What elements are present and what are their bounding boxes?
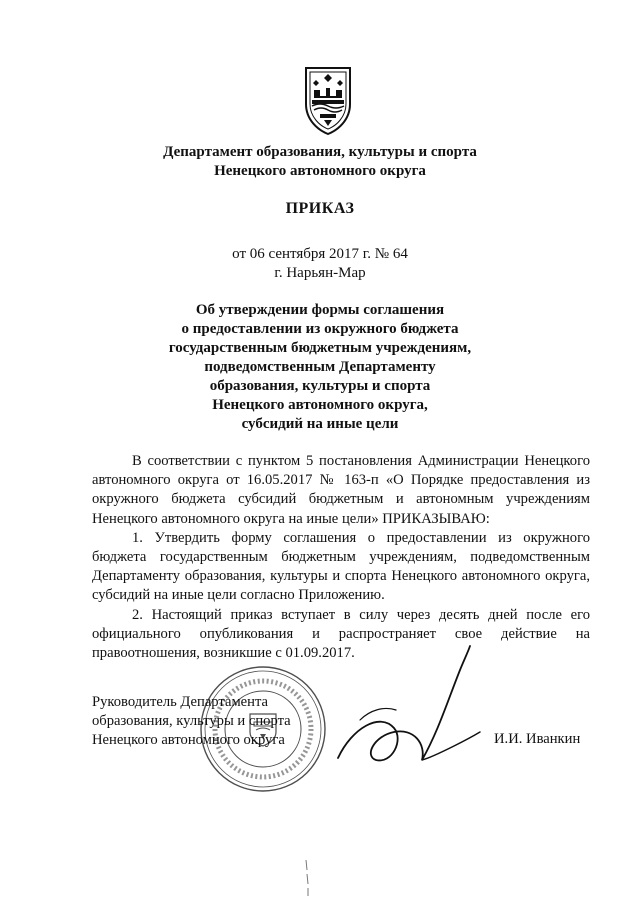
scan-margin-mark bbox=[302, 858, 314, 898]
signatory-title-line-2: образования, культуры и спорта bbox=[92, 713, 291, 730]
subject-line: о предоставлении из окружного бюджета bbox=[181, 321, 459, 337]
department-header bbox=[0, 143, 640, 181]
order-city: г. Нарьян-Мар bbox=[274, 265, 366, 281]
signatory-title-line-3: Ненецкого автономного округа bbox=[92, 732, 285, 749]
subject-line: государственным бюджетным учреждениям, bbox=[168, 340, 472, 356]
department-line-2: Ненецкого автономного округа bbox=[214, 163, 426, 179]
signatory-title bbox=[92, 693, 291, 751]
order-subject bbox=[0, 301, 640, 434]
subject-line: Об утверждении формы соглашения bbox=[195, 302, 445, 318]
order-body bbox=[92, 452, 590, 663]
preamble-paragraph: В соответствии с пунктом 5 постановления Администрации Ненецкого автономного округа от 16.05.2017 № 163-п «О Порядке предоставления из окружного бюджета субсидий бюджетным и автономным учреждениям Ненецкого автономного округа на иные цели» ПРИКАЗЫВАЮ: bbox=[92, 453, 590, 527]
department-line-1: Департамент образования, культуры и спорта bbox=[163, 144, 477, 160]
coat-of-arms-emblem bbox=[300, 64, 356, 136]
order-title: ПРИКАЗ bbox=[285, 200, 355, 217]
order-date: от 06 сентября 2017 г. № 64 bbox=[232, 246, 408, 262]
subject-line: образования, культуры и спорта bbox=[209, 378, 431, 394]
subject-line: Ненецкого автономного округа, bbox=[212, 397, 428, 413]
subject-line: субсидий на иные цели bbox=[241, 416, 399, 432]
order-date-block bbox=[0, 245, 640, 283]
order-item-1: 1. Утвердить форму соглашения о предоставлении из окружного бюджета государственным бюджетным учреждениям, подведомственным Департаменту образования, культуры и спорта Ненецкого автономного округа, субсидий на иные цели согласно Приложению. bbox=[92, 529, 590, 604]
subject-line: подведомственным Департаменту bbox=[204, 359, 436, 375]
signatory-title-line-1: Руководитель Департамента bbox=[92, 694, 268, 710]
signatory-name: И.И. Иванкин bbox=[494, 731, 581, 747]
order-item-2: 2. Настоящий приказ вступает в силу через десять дней после его официального опубликования и распространяет свое действие на правоотношения, возникшие с 01.09.2017. bbox=[92, 606, 590, 662]
handwritten-signature bbox=[330, 640, 490, 790]
